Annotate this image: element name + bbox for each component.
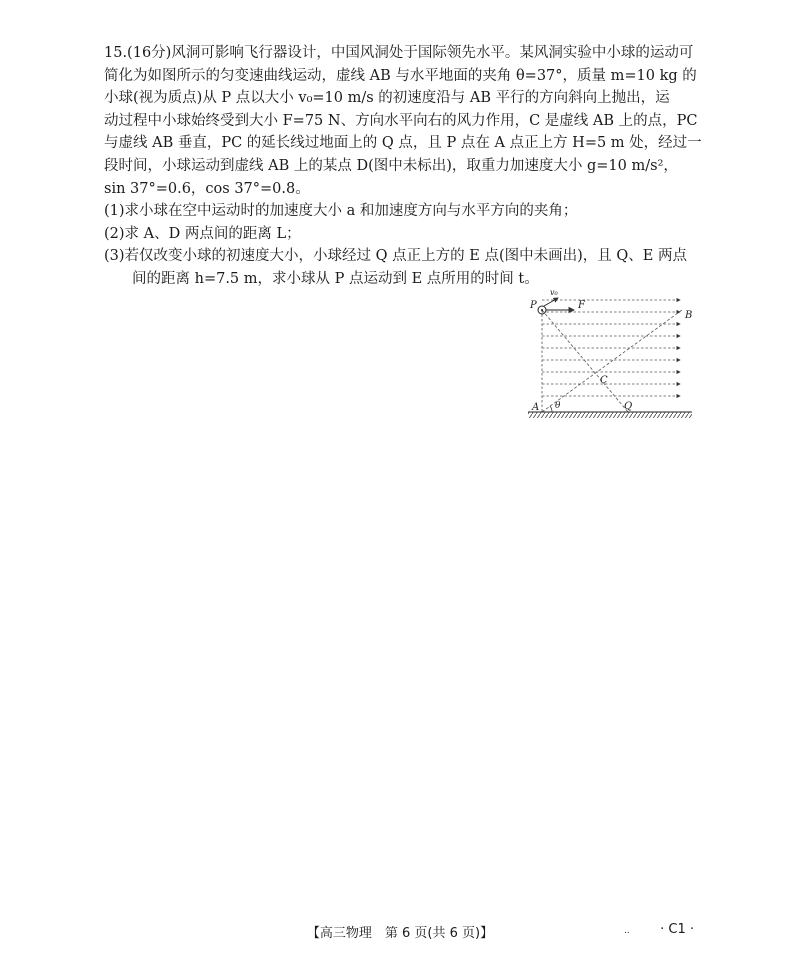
ball-p-center	[541, 309, 543, 311]
wind-field-lines	[542, 300, 680, 396]
label-a: A	[532, 402, 540, 413]
question-line-6: 段时间，小球运动到虚线 AB 上的某点 D(图中未标出)，取重力加速度大小 g=10 m/s²，	[104, 157, 678, 174]
label-b: B	[685, 310, 693, 321]
label-c: C	[600, 375, 608, 386]
line-pq	[542, 310, 628, 412]
question-15	[104, 42, 700, 291]
question-line-4: 动过程中小球始终受到大小 F=75 N、方向水平向右的风力作用，C 是虚线 AB 上的点，PC	[104, 112, 698, 129]
question-line-7: sin 37°=0.6，cos 37°=0.8。	[104, 180, 310, 197]
paper-code: · C1 ·	[660, 922, 694, 937]
line-ab	[542, 310, 682, 412]
sub-question-3: (3)若仅改变小球的初速度大小，小球经过 Q 点正上方的 E 点(图中未画出)，且 Q、E 两点	[104, 248, 687, 265]
question-line-5: 与虚线 AB 垂直，PC 的延长线过地面上的 Q 点，且 P 点在 A 点正上方 H=5 m 处，经过一	[104, 135, 702, 152]
sub-question-1: (1)求小球在空中运动时的加速度大小 a 和加速度方向与水平方向的夹角；	[104, 203, 578, 220]
v0-arrow	[544, 298, 558, 306]
question-line-1: 15.(16分)风洞可影响飞行器设计，中国风洞处于国际领先水平。某风洞实验中小球的运动可	[104, 45, 694, 61]
page-footer: 【高三物理 第 6 页(共 6 页)】	[306, 926, 494, 941]
label-v0: v₀	[550, 288, 558, 297]
question-line-3: 小球(视为质点)从 P 点以大小 v₀=10 m/s 的初速度沿与 AB 平行的方向斜向上抛出，运	[104, 90, 670, 107]
question-line-2: 简化为如图所示的匀变速曲线运动，虚线 AB 与水平地面的夹角 θ=37°，质量 m=10 kg 的	[104, 67, 697, 84]
label-theta: θ	[555, 401, 561, 411]
theta-arc	[550, 406, 552, 412]
footer-marks: ..	[624, 926, 630, 936]
sub-question-2: (2)求 A、D 两点间的距离 L；	[104, 225, 301, 242]
ground-hatch	[528, 412, 692, 418]
wind-tunnel-diagram	[520, 288, 700, 428]
label-f: F	[578, 300, 585, 311]
label-p: P	[530, 300, 537, 311]
label-q: Q	[624, 401, 633, 412]
sub-question-3-continued: 间的距离 h=7.5 m，求小球从 P 点运动到 E 点所用的时间 t。	[132, 270, 539, 287]
